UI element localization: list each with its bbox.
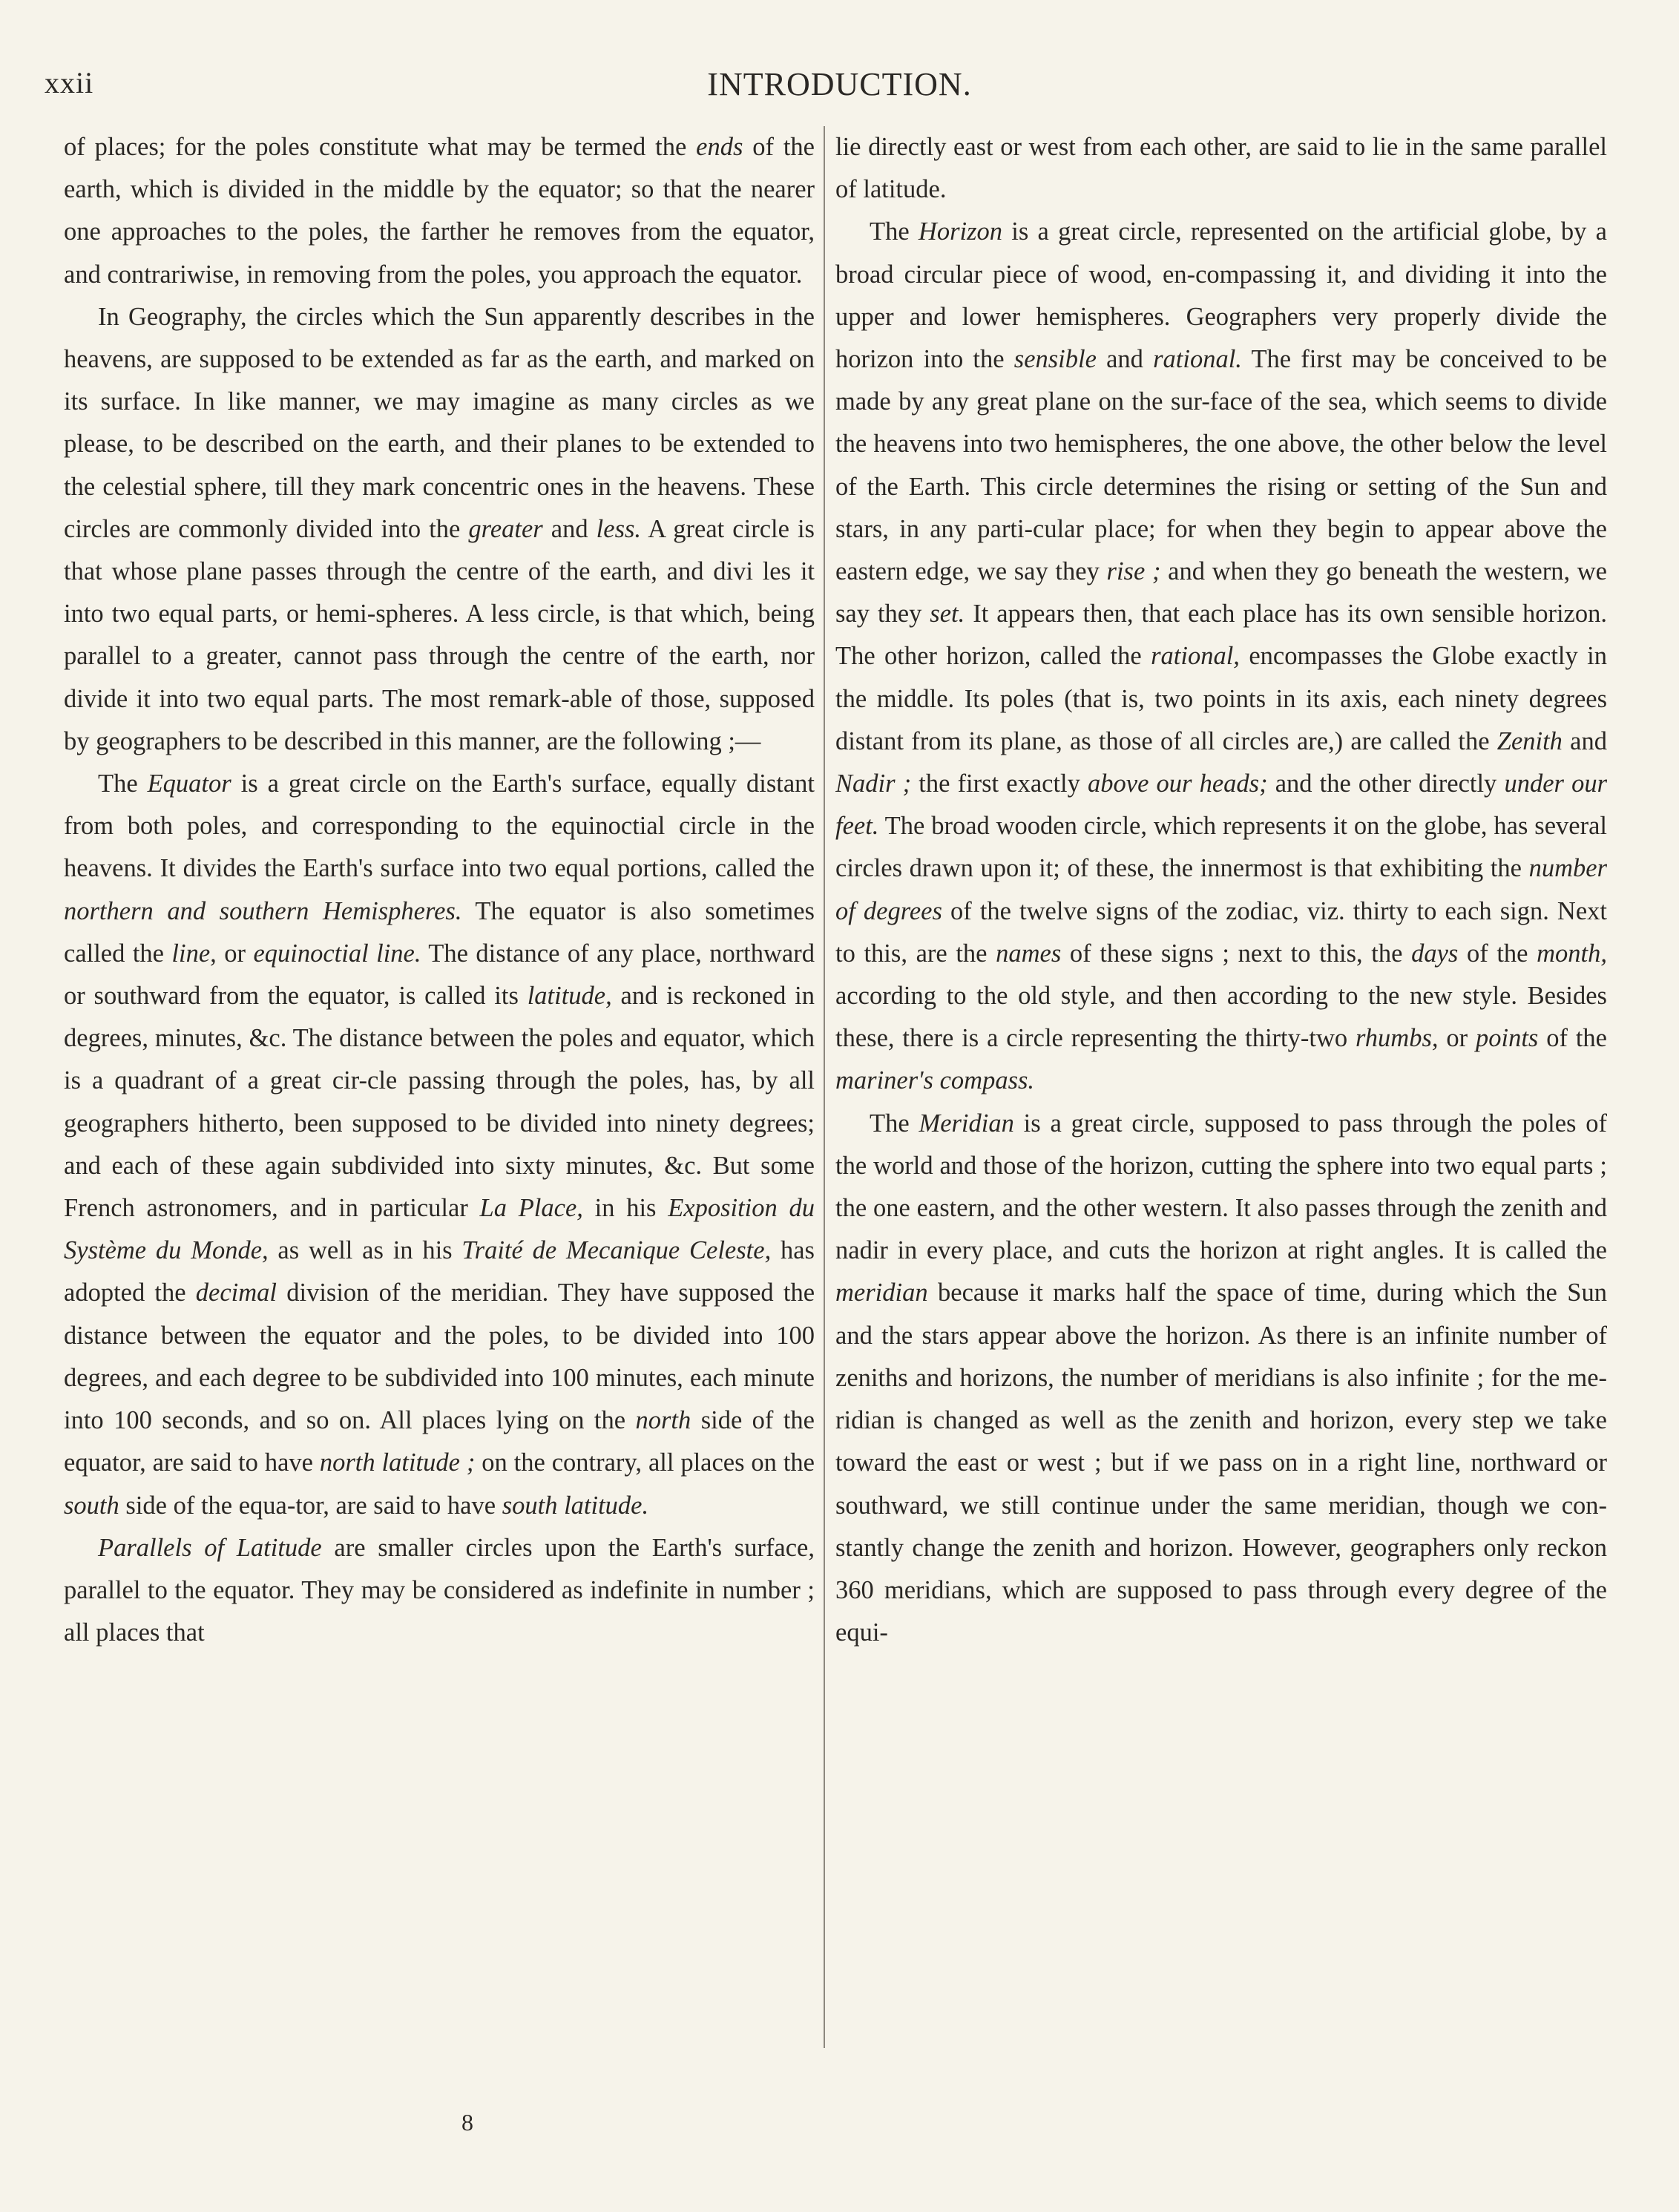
italic-text: days — [1411, 939, 1459, 968]
italic-text: set. — [930, 600, 965, 629]
italic-text: above our heads; — [1088, 769, 1268, 798]
text-run: are smaller circles upon the Earth's surface, parallel to the equator. They may be considered as indefinite in number ; all places that — [64, 1533, 815, 1647]
text-run: is a great circle on the Earth's surface, equally distant from both poles, and corresponding to the equinoctial circle in the heavens. It divides the Earth's surface into two equal portions, called the — [64, 769, 815, 883]
italic-text: north latitude ; — [319, 1448, 476, 1477]
italic-text: line, — [171, 939, 217, 968]
italic-text: meridian — [835, 1279, 928, 1307]
text-run: of the earth, which is divided in the middle by the equator; so that the nearer one approaches to the poles, the farther he removes from the equator, and contrariwise, in removing from the poles, you approach the equator. — [64, 133, 815, 289]
paragraph — [64, 126, 815, 296]
text-run: The — [870, 217, 919, 246]
text-run: or — [1438, 1024, 1476, 1053]
paragraph — [64, 296, 815, 763]
italic-text: rhumbs, — [1355, 1024, 1439, 1053]
italic-text: northern and southern Hemispheres. — [64, 896, 462, 925]
text-run: on the contrary, all places on the — [475, 1448, 815, 1477]
italic-text: Horizon — [918, 217, 1003, 246]
italic-text: under our feet. — [835, 769, 1607, 841]
text-run: In Geography, the circles which the Sun apparently describes in the heavens, are supposed to be extended as far as the earth, and marked on its surface. In like manner, we may imagine as many circles as we please, to be described on the earth, and their planes to be extended to the celestial sphere, till they mark concentric ones in the heavens. These circles are commonly divided into the — [64, 302, 815, 543]
text-run: It appears then, that each place has its own sensible horizon. The other horizon, called the — [835, 600, 1607, 671]
text-run: in his — [582, 1194, 668, 1223]
text-run: and the other directly — [1267, 769, 1505, 798]
paragraph — [835, 126, 1607, 211]
italic-text: south — [64, 1491, 119, 1520]
text-run: as well as in his — [268, 1236, 462, 1265]
text-run: The distance of any place, northward or southward from the equator, is called its — [64, 939, 815, 1011]
italic-text: south latitude. — [502, 1491, 649, 1520]
italic-text: La Place, — [479, 1194, 583, 1223]
left-column — [64, 126, 815, 2093]
italic-text: points — [1476, 1024, 1539, 1053]
text-run: and is reckoned in degrees, minutes, &c. The distance between the poles and equator, which is a quadrant of a great cir-cle passing through the poles, has, by all geographers hitherto, been supposed to be divided into ninety degrees; and each of these again subdivided into sixty minutes, &c. But some French astronomers, and in particular — [64, 982, 815, 1223]
text-run: The first may be conceived to be made by any great plane on the sur-face of the sea, which seems to divide the heavens into two hemispheres, the one above, the other below the level of the Earth. This circle determines the rising or setting of the Sun and stars, in any parti-cular place; for when they begin to appear above the eastern edge, we say they — [835, 345, 1607, 586]
text-run: of places; for the poles constitute what may be termed the — [64, 133, 697, 161]
text-run: has adopted the — [64, 1236, 815, 1307]
text-run: A great circle is that whose plane passes through the centre of the earth, and divi les it into two equal parts, or hemi-spheres. A less circle, is that which, being parallel to a greater, cannot pass through the centre of the earth, nor divide it into two equal parts. The most remark-able of those, supposed by geographers to be described in this manner, are the following ;— — [64, 514, 815, 755]
signature-mark: 8 — [461, 2109, 473, 2136]
text-run: The — [870, 1109, 919, 1138]
text-run: or — [216, 939, 254, 968]
text-run: The broad wooden circle, which represents it on the globe, has several circles drawn upon it; of these, the innermost is that exhibiting the — [835, 812, 1607, 883]
italic-text: month, — [1537, 939, 1607, 968]
paragraph — [835, 1103, 1607, 1655]
text-run: according to the old style, and then according to the new style. Besides these, there is a circle representing the thirty-two — [835, 982, 1607, 1053]
text-run: The — [98, 769, 148, 798]
right-column — [835, 126, 1607, 2093]
text-run: and — [1096, 345, 1154, 374]
paragraph — [64, 763, 815, 1527]
italic-text: Exposition du Système du Monde, — [64, 1194, 815, 1265]
paragraph — [64, 1527, 815, 1655]
text-run: side of the equa-tor, are said to have — [119, 1491, 502, 1520]
text-run: is a great circle, supposed to pass through the poles of the world and those of the horizon, cutting the sphere into two equal parts ; the one eastern, and the other western. It also passes through the zenith and nadir in every place, and cuts the horizon at right angles. It is called the — [835, 1109, 1607, 1265]
italic-text: names — [996, 939, 1062, 968]
italic-text: north — [635, 1406, 691, 1435]
italic-text: rational, — [1151, 642, 1240, 671]
italic-text: Meridian — [919, 1109, 1014, 1138]
text-run: and — [542, 514, 597, 543]
italic-text: equinoctial line. — [253, 939, 421, 968]
italic-text: mariner's compass. — [835, 1066, 1035, 1095]
italic-text: rational. — [1153, 345, 1242, 374]
italic-text: less. — [596, 514, 642, 543]
italic-text: Traité de Mecanique Celeste, — [461, 1236, 772, 1265]
italic-text: number of degrees — [835, 854, 1607, 925]
text-run: of the twelve signs of the zodiac, viz. thirty to each sign. Next to this, are the — [835, 896, 1607, 968]
text-run: lie directly east or west from each other, are said to lie in the same parallel of latitude. — [835, 133, 1607, 204]
page-header — [45, 65, 1634, 117]
text-run: the first exactly — [911, 769, 1088, 798]
text-run: encompasses the Globe exactly in the middle. Its poles (that is, two points in its axis, each ninety degrees distant from its plane, as those of all circles are,) are called the — [835, 642, 1607, 755]
text-run: is a great circle, represented on the artificial globe, by a broad circular piece of wood, en-compassing it, and dividing it into the upper and lower hemispheres. Geographers very properly divide the horizon into the — [835, 217, 1607, 374]
italic-text: Nadir ; — [835, 769, 912, 798]
running-head: INTRODUCTION. — [707, 66, 972, 102]
italic-text: greater — [468, 514, 543, 543]
italic-text: decimal — [195, 1279, 277, 1307]
italic-text: Zenith — [1496, 726, 1563, 755]
italic-text: sensible — [1013, 345, 1097, 374]
italic-text: rise ; — [1106, 557, 1161, 586]
text-run: The equator is also sometimes called the — [64, 896, 815, 968]
italic-text: latitude, — [527, 982, 612, 1011]
italic-text: ends — [696, 133, 743, 161]
text-run: because it marks half the space of time, during which the Sun and the stars appear above the horizon. As there is an infinite number of zeniths and horizons, the number of meridians is also infinite ; for the me-ridian is changed as well as the zenith and horizon, every step we take toward the east or west ; but if we pass on in a right line, northward or southward, we still continue under the same meridian, though we con-stantly change the zenith and horizon. However, geographers only reckon 360 meridians, which are supposed to pass through every degree of the equi- — [835, 1279, 1607, 1647]
page-number: xxii — [45, 66, 94, 99]
text-run: and — [1562, 726, 1607, 755]
text-run: of the — [1458, 939, 1537, 968]
text-run: and when they go beneath the western, we say they — [835, 557, 1607, 629]
italic-text: Equator — [147, 769, 231, 798]
text-run: of these signs ; next to this, the — [1061, 939, 1412, 968]
italic-text: Parallels of Latitude — [98, 1533, 322, 1562]
text-run: side of the equator, are said to have — [64, 1406, 815, 1477]
column-divider — [824, 126, 825, 2048]
text-run: division of the meridian. They have supposed the distance between the equator and the poles, to be divided into 100 degrees, and each degree to be subdivided into 100 minutes, each minute into 100 seconds, and so on. All places lying on the — [64, 1279, 815, 1435]
text-run: of the — [1538, 1024, 1607, 1053]
paragraph — [835, 211, 1607, 1102]
